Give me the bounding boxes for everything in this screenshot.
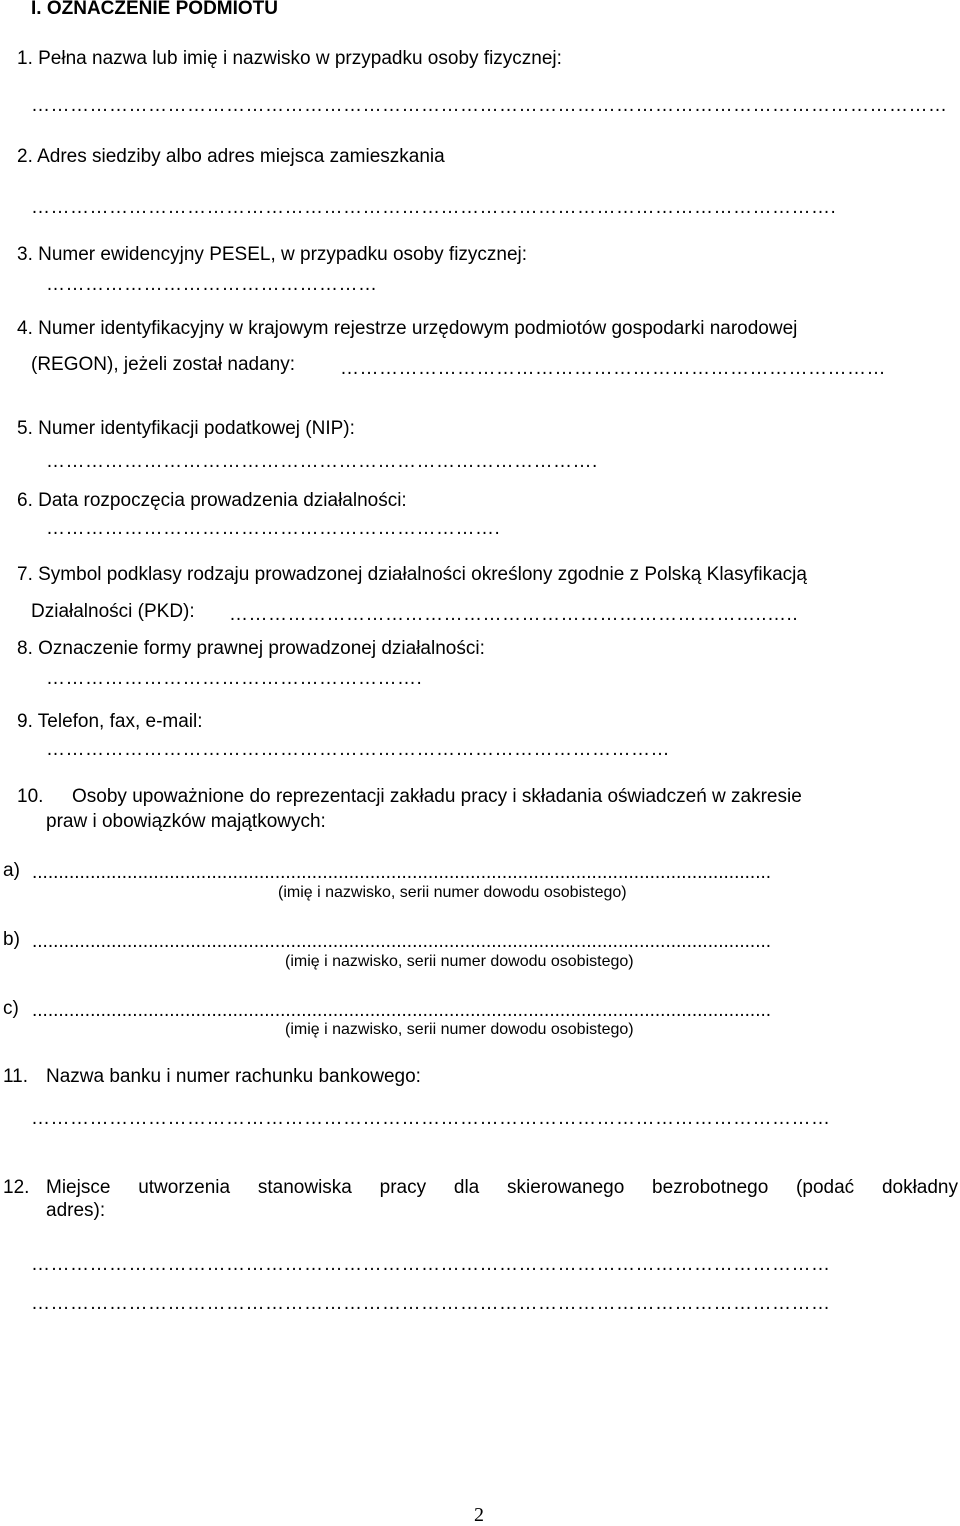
item-11-number: 11. [3,1066,29,1087]
item-4-label-cont: (REGON), jeżeli został nadany: [31,354,295,375]
item-10-label: Osoby upoważnione do reprezentacji zakładu pracy i składania oświadczeń w zakresie [72,786,802,807]
section-title: I. OZNACZENIE PODMIOTU [31,0,278,19]
person-c-letter: c) [3,998,19,1019]
person-c-field[interactable]: ............................................................................................................................................ [32,1000,772,1021]
item-9-field[interactable]: …………………………………………………………………………………… [46,739,670,760]
item-8-field[interactable]: …………………………………………………. [46,668,423,689]
item-10-number: 10. [17,786,44,807]
item-7-label-cont: Działalności (PKD): [31,601,195,622]
item-5-label: 5. Numer identyfikacji podatkowej (NIP): [17,418,355,439]
item-7-label: 7. Symbol podklasy rodzaju prowadzonej działalności określony zgodnie z Polską Klasyfikacją [17,564,807,585]
item-1-label: 1. Pełna nazwa lub imię i nazwisko w przypadku osoby fizycznej: [17,48,562,69]
item-11-field[interactable]: …………………………………………………………………………………………………………… [31,1108,831,1129]
item-12-field-2[interactable]: …………………………………………………………………………………………………………… [31,1293,831,1314]
person-b-field[interactable]: ............................................................................................................................................ [32,931,772,952]
person-a-field[interactable]: ............................................................................................................................................ [32,862,772,883]
person-a-letter: a) [3,860,20,881]
item-8-label: 8. Oznaczenie formy prawnej prowadzonej działalności: [17,638,485,659]
item-12-field-1[interactable]: …………………………………………………………………………………………………………… [31,1254,831,1275]
item-4-label: 4. Numer identyfikacyjny w krajowym rejestrze urzędowym podmiotów gospodarki narodowej [17,318,798,339]
item-5-field[interactable]: …………………………………………………………………………. [46,451,598,472]
item-12-label-cont: adres): [46,1200,106,1221]
item-6-field[interactable]: ……………………………………………………………. [46,518,501,539]
item-3-label: 3. Numer ewidencyjny PESEL, w przypadku osoby fizycznej: [17,244,528,265]
item-11-label: Nazwa banku i numer rachunku bankowego: [46,1066,421,1087]
item-9-label: 9. Telefon, fax, e-mail: [17,711,203,732]
item-2-label: 2. Adres siedziby albo adres miejsca zamieszkania [17,146,445,167]
item-1-field[interactable]: …………………………………………………………………………………………………………………………… [31,95,948,116]
item-3-field[interactable]: …………………………………………… [46,274,378,295]
item-6-label: 6. Data rozpoczęcia prowadzenia działalności: [17,490,407,511]
item-4-field[interactable]: ………………………………………………………………………… [340,358,886,379]
item-2-field[interactable]: ……………………………………………………………………………………………………………. [31,197,837,218]
item-12-label: Miejsce utworzenia stanowiska pracy dla skierowanego bezrobotnego (podać dokładny [46,1177,958,1198]
item-12-number: 12. [3,1177,30,1198]
item-7-field[interactable]: ………………………………………………………………………..….. [229,604,799,625]
item-10-label-cont: praw i obowiązków majątkowych: [46,811,326,832]
person-a-caption: (imię i nazwisko, serii numer dowodu osobistego) [278,884,627,901]
person-b-letter: b) [3,929,20,950]
person-b-caption: (imię i nazwisko, serii numer dowodu osobistego) [285,953,634,970]
person-c-caption: (imię i nazwisko, serii numer dowodu osobistego) [285,1021,634,1038]
page-number: 2 [474,1504,484,1526]
